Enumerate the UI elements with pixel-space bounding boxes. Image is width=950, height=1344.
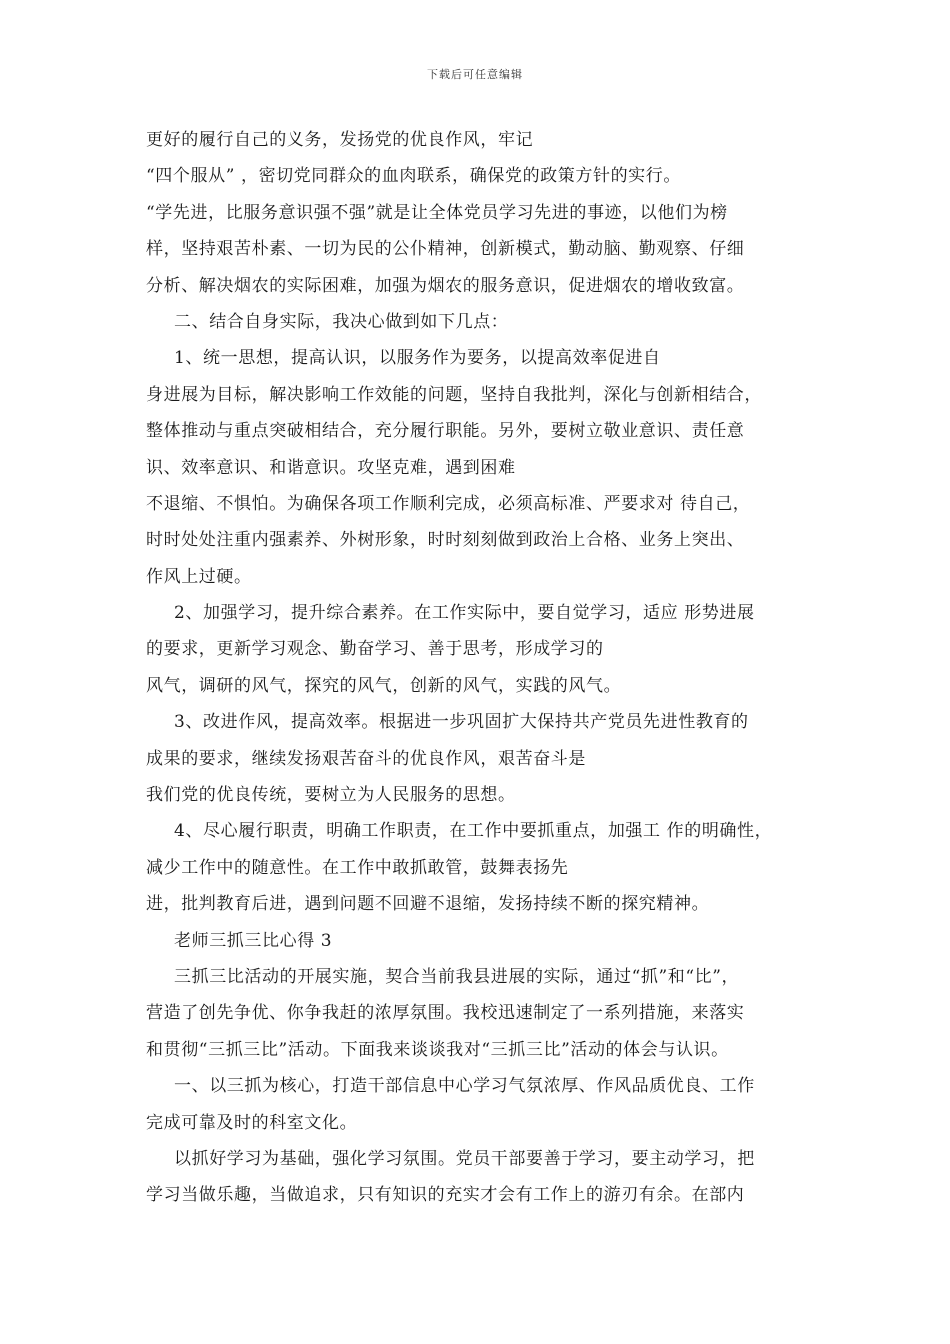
text-line: 样，坚持艰苦朴素、一切为民的公仆精神，创新模式，勤动脑、勤观察、仔细 <box>146 239 745 260</box>
text-line: 的要求，更新学习观念、勤奋学习、善于思考，形成学习的 <box>146 639 604 660</box>
text-line: 我们党的优良传统，要树立为人民服务的思想。 <box>146 785 516 806</box>
text-line: 风气，调研的风气，探究的风气，创新的风气，实践的风气。 <box>146 675 622 696</box>
text-line: 二、结合自身实际，我决心做到如下几点： <box>174 311 509 332</box>
text-line: 减少工作中的随意性。在工作中敢抓敢管，鼓舞表扬先 <box>146 857 569 878</box>
text-line: “学先进，比服务意识强不强”就是让全体党员学习先进的事迹，以他们为榜 <box>146 202 728 223</box>
text-line: 3、改进作风，提高效率。根据进一步巩固扩大保持共产党员先进性教育的 <box>174 712 749 733</box>
text-line: 更好的履行自己的义务，发扬党的优良作风，牢记 <box>146 130 534 150</box>
page-header: 下载后可任意编辑 <box>427 68 523 81</box>
text-line: 三抓三比活动的开展实施，契合当前我县进展的实际，通过“抓”和“比”， <box>174 966 740 987</box>
text-line: 成果的要求，继续发扬艰苦奋斗的优良作风，艰苦奋斗是 <box>146 748 586 769</box>
text-line: “四个服从” ，密切党同群众的血肉联系，确保党的政策方针的实行。 <box>146 166 681 187</box>
text-line: 2、加强学习，提升综合素养。在工作实际中，要自觉学习，适应 形势进展 <box>174 603 755 624</box>
text-line: 身进展为目标，解决影响工作效能的问题，坚持自我批判，深化与创新相结合， <box>146 384 762 405</box>
document-body <box>146 122 826 1214</box>
text-line: 老师三抓三比心得 3 <box>174 930 333 951</box>
text-line: 时时处处注重内强素养、外树形象，时时刻刻做到政治上合格、业务上突出、 <box>146 530 745 551</box>
text-line: 进，批判教育后进，遇到问题不回避不退缩，发扬持续不断的探究精神。 <box>146 894 710 915</box>
text-line: 作风上过硬。 <box>146 566 252 587</box>
text-line: 不退缩、不惧怕。为确保各项工作顺利完成，必须高标准、严要求对 待自己， <box>146 493 751 514</box>
text-line: 和贯彻“三抓三比”活动。下面我来谈谈我对“三抓三比”活动的体会与认识。 <box>146 1039 729 1060</box>
text-line: 一、以三抓为核心，打造干部信息中心学习气氛浓厚、作风品质优良、工作 <box>174 1076 755 1097</box>
text-line: 1、统一思想，提高认识，以服务作为要务，以提高效率促进自 <box>174 348 661 369</box>
text-line: 整体推动与重点突破相结合，充分履行职能。另外，要树立敬业意识、责任意 <box>146 421 745 442</box>
text-line: 分析、解决烟农的实际困难，加强为烟农的服务意识，促进烟农的增收致富。 <box>146 275 745 296</box>
text-line: 以抓好学习为基础，强化学习氛围。党员干部要善于学习，要主动学习，把 <box>174 1148 755 1169</box>
text-line: 营造了创先争优、你争我赶的浓厚氛围。我校迅速制定了一系列措施，来落实 <box>146 1003 745 1024</box>
text-line: 4、尽心履行职责，明确工作职责，在工作中要抓重点，加强工 作的明确性， <box>174 821 773 842</box>
text-line: 识、效率意识、和谐意识。攻坚克难，遇到困难 <box>146 457 516 478</box>
text-line: 完成可靠及时的科室文化。 <box>146 1112 358 1133</box>
text-line: 学习当做乐趣，当做追求，只有知识的充实才会有工作上的游刃有余。在部内 <box>146 1185 745 1206</box>
